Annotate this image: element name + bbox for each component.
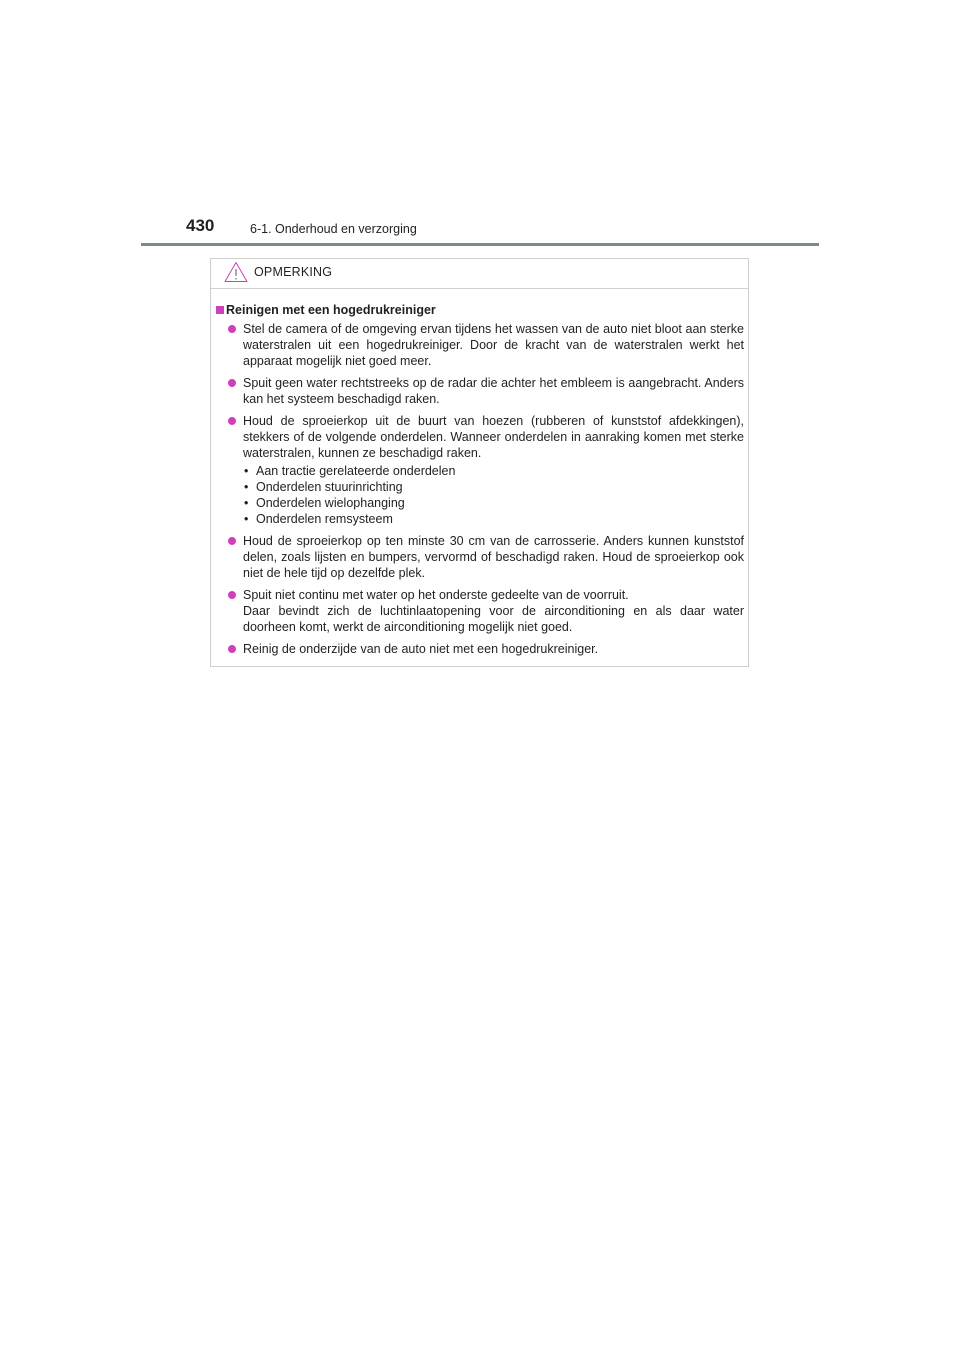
notice-title: OPMERKING [254,265,333,279]
parts-sublist [243,463,744,527]
notice-header [211,259,748,289]
notice-heading-text: Reinigen met een hogedrukreiniger [226,303,436,317]
list-item-text: Houd de sproeierkop op ten minste 30 cm van de carrosserie. Anders kunnen kunststof delen, zoals lijsten en bumpers, vervormd of beschadigd raken. Houd de sproeierkop ook niet de hele tijd op dezelfde plek. [243,534,744,580]
list-item-text: Reinig de onderzijde van de auto niet met een hogedrukreiniger. [243,642,599,656]
square-bullet-icon [216,306,224,314]
bullet-dot-icon [228,379,236,387]
page-number: 430 [186,216,215,235]
section-title: 6-1. Onderhoud en verzorging [250,222,417,236]
sub-bullet-icon: • [244,512,249,526]
bullet-dot-icon [228,325,236,333]
list-item-text: Houd de sproeierkop uit de buurt van hoezen (rubberen of kunststof afdekkingen), stekkers of de volgende onderdelen. Wanneer onderdelen in aanraking komen met sterke waterstralen, kunnen ze beschadigd raken. [243,414,744,460]
header-rule [141,243,819,246]
sub-bullet-icon: • [244,464,249,478]
list-item [216,533,744,581]
sub-bullet-icon: • [244,480,249,494]
sublist-item-text: Onderdelen remsysteem [256,512,393,526]
list-item-text: Spuit niet continu met water op het onderste gedeelte van de voorruit. [243,588,629,602]
sublist-item-text: Aan tractie gerelateerde onderdelen [256,464,456,478]
sublist-item [243,511,744,527]
sub-bullet-icon: • [244,496,249,510]
bullet-dot-icon [228,537,236,545]
list-item [216,641,744,657]
bullet-dot-icon [228,591,236,599]
sublist-item [243,463,744,479]
notice-box [210,258,749,667]
list-item-text: Stel de camera of de omgeving ervan tijdens het wassen van de auto niet bloot aan sterke waterstralen uit een hogedrukreiniger. Door de kracht van de waterstralen werkt het apparaat mogelijk niet goed meer. [243,322,744,368]
list-item [216,587,744,635]
list-item [216,413,744,527]
sublist-item-text: Onderdelen stuurinrichting [256,480,403,494]
list-item-continuation: Daar bevindt zich de luchtinlaatopening voor de airconditioning en als daar water doorheen komt, werkt de airconditioning mogelijk niet goed. [243,604,744,634]
notice-body [216,302,744,657]
sublist-item [243,495,744,511]
list-item [216,321,744,369]
list-item [216,375,744,407]
notice-heading [216,302,744,318]
warning-triangle-icon [224,261,248,283]
sublist-item [243,479,744,495]
sublist-item-text: Onderdelen wielophanging [256,496,405,510]
list-item-text: Spuit geen water rechtstreeks op de radar die achter het embleem is aangebracht. Anders kan het systeem beschadigd raken. [243,376,744,406]
bullet-dot-icon [228,417,236,425]
bullet-dot-icon [228,645,236,653]
